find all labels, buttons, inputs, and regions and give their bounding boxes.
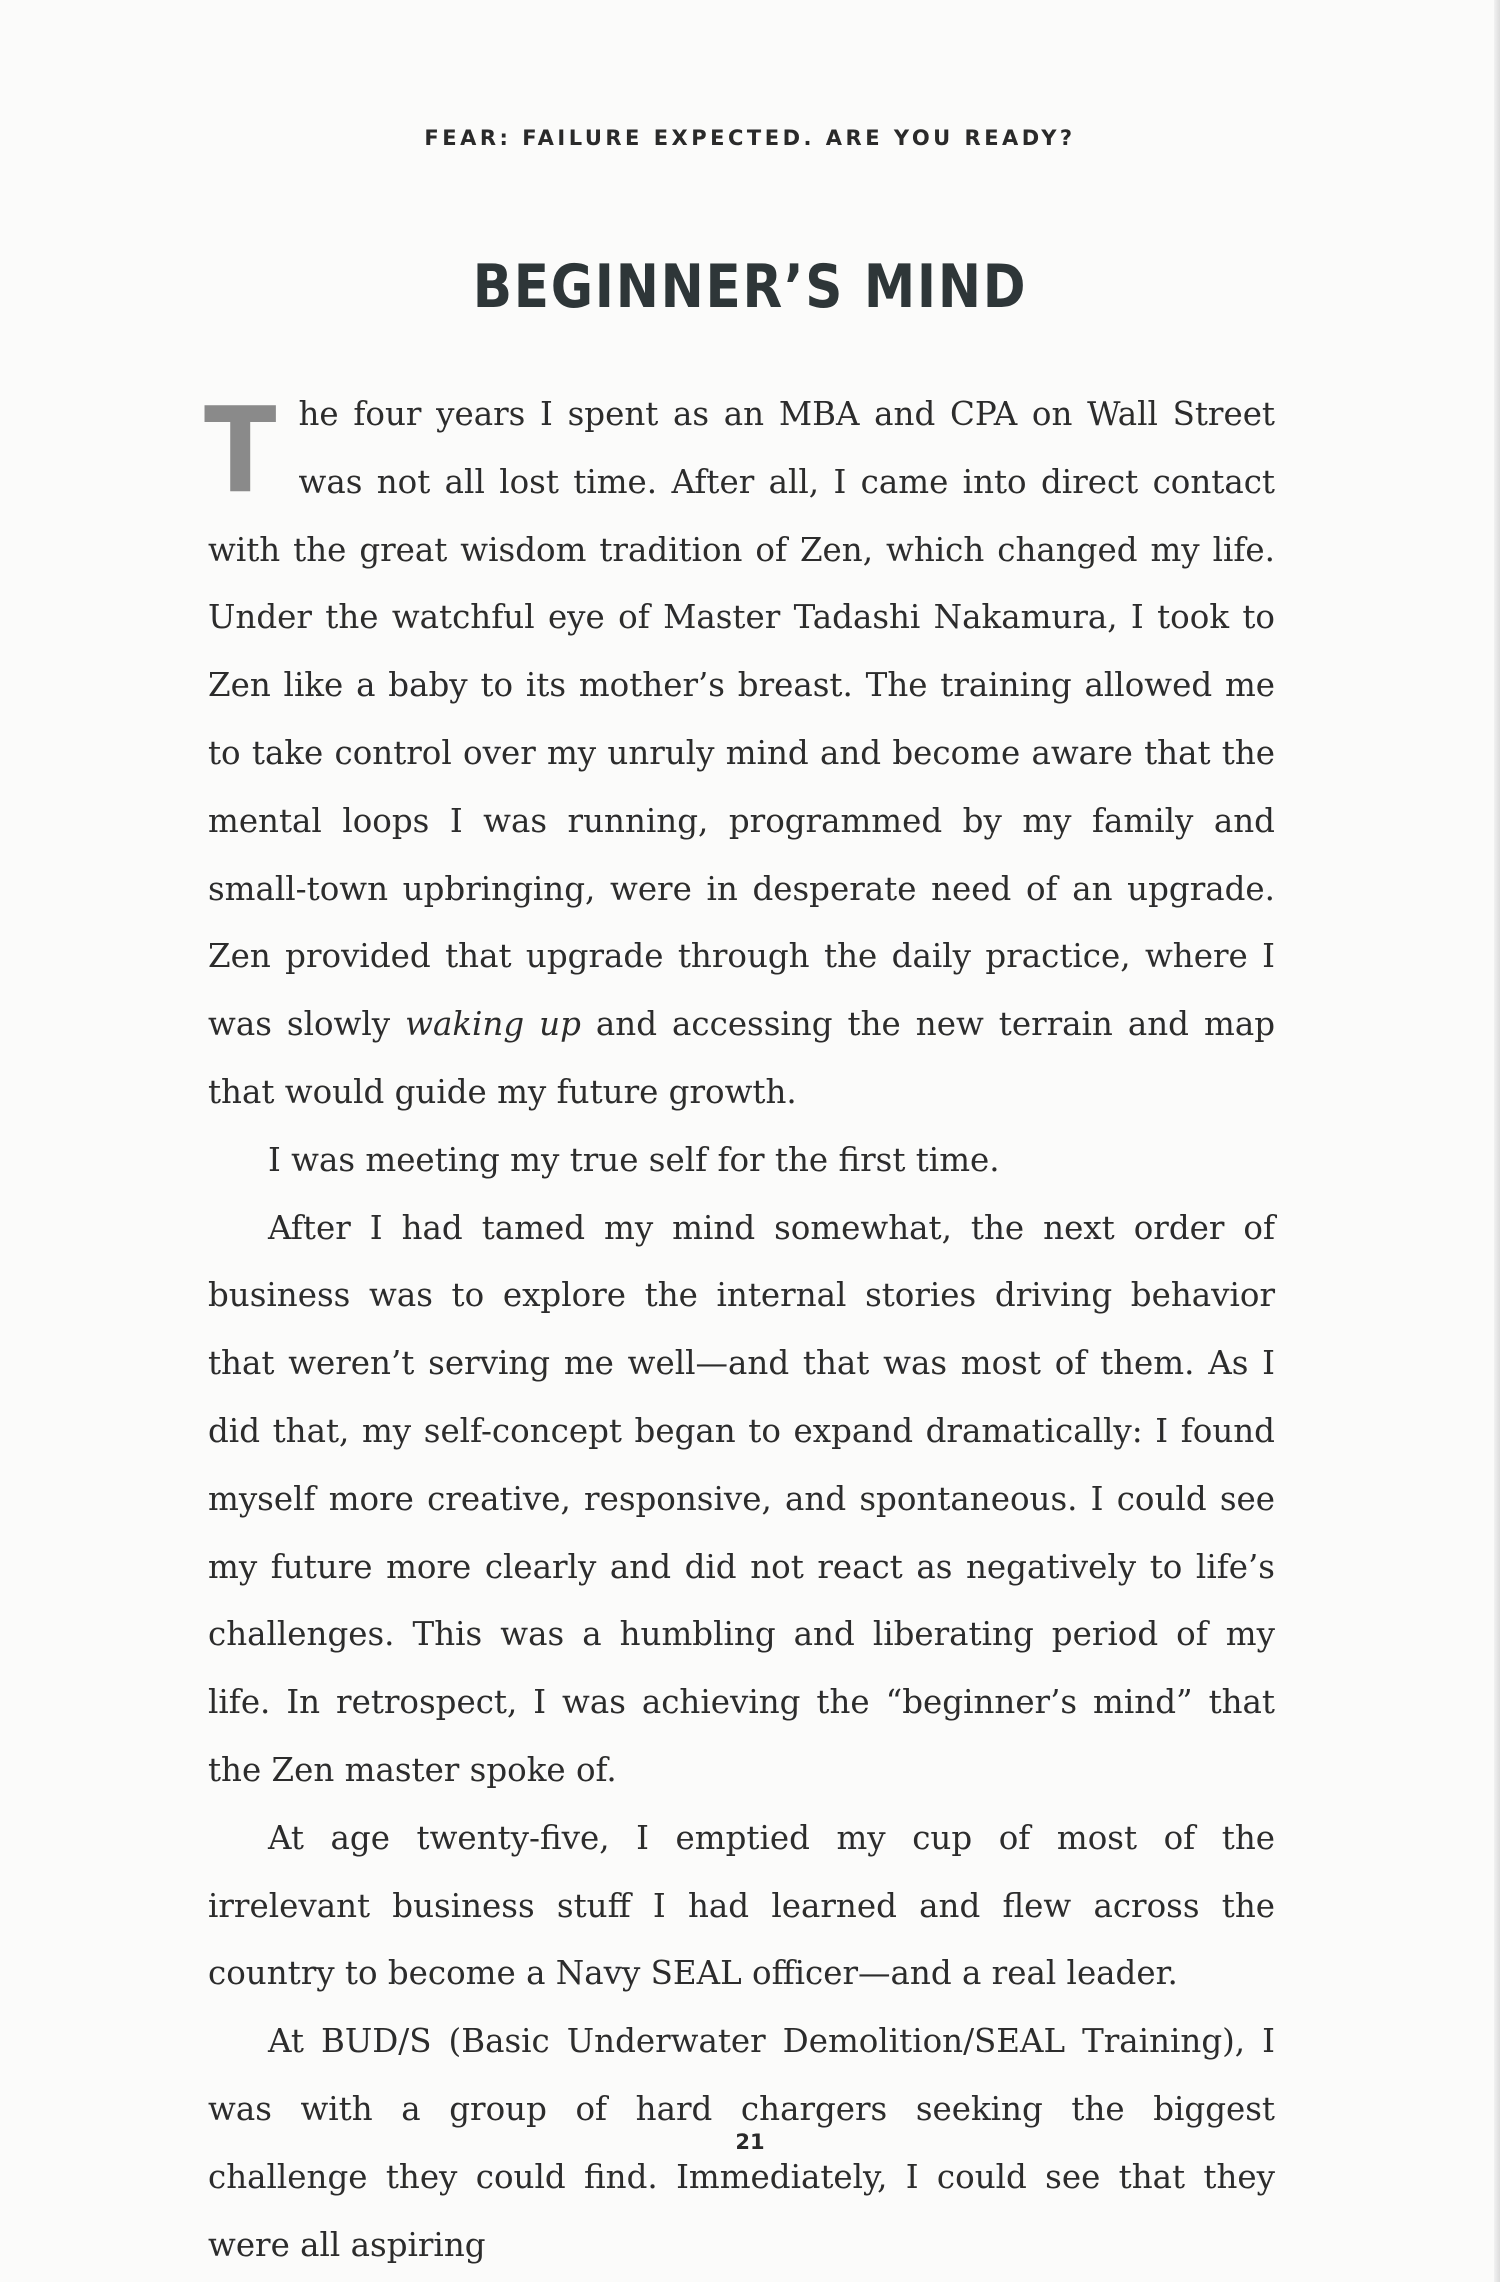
running-head: FEAR: FAILURE EXPECTED. ARE YOU READY? (424, 126, 1076, 150)
paragraph-2: I was meeting my true self for the first time. (268, 1140, 1000, 1179)
paragraph-1 (204, 381, 1276, 1127)
drop-cap: T (204, 381, 277, 519)
page-edge-shadow (1494, 0, 1500, 2282)
paragraph-5: At BUD/S (Basic Underwater Demolition/SEAL Training), I was with a group of hard chargers seeking the biggest challenge they could find. Immediately, I could see that they were all aspiring (208, 2022, 1275, 2264)
chapter-title: BEGINNER’S MIND (472, 252, 1028, 322)
paragraph-1-text-end: and accessing the new terrain and map that would guide my future growth. (208, 1005, 1276, 1111)
paragraph-4: At age twenty-five, I emptied my cup of most of the irrelevant business stuff I had learned and flew across the country to become a Navy SEAL officer—and a real leader. (208, 1818, 1275, 1993)
body-text (204, 381, 1276, 2279)
paragraph-1-italic: waking up (405, 1005, 581, 1044)
paragraph-3: After I had tamed my mind somewhat, the next order of business was to explore the internal stories driving behavior that weren’t serving me well—and that was most of them. As I did that, my self-concept began to expand dramatically: I found myself more creative, responsive, and spontaneous. I could see my future more clearly and did not react as negatively to life’s challenges. This was a humbling and liberating period of my life. In retrospect, I was achieving the “beginner’s mind” that the Zen master spoke of. (208, 1208, 1275, 1789)
paragraph-1-text-start: he four years I spent as an MBA and CPA on Wall Street was not all lost time. After all, I came into direct contact with the great wisdom tradition of Zen, which changed my life. Under the watchful eye of Master Tadashi Nakamura, I took to Zen like a baby to its mother’s breast. The training allowed me to take control over my unruly mind and become aware that the mental loops I was running, programmed by my family and small-town upbringing, were in desperate need of an upgrade. Zen provided that upgrade through the daily practice, where I was slowly (208, 395, 1275, 1044)
page-number: 21 (735, 2130, 765, 2154)
